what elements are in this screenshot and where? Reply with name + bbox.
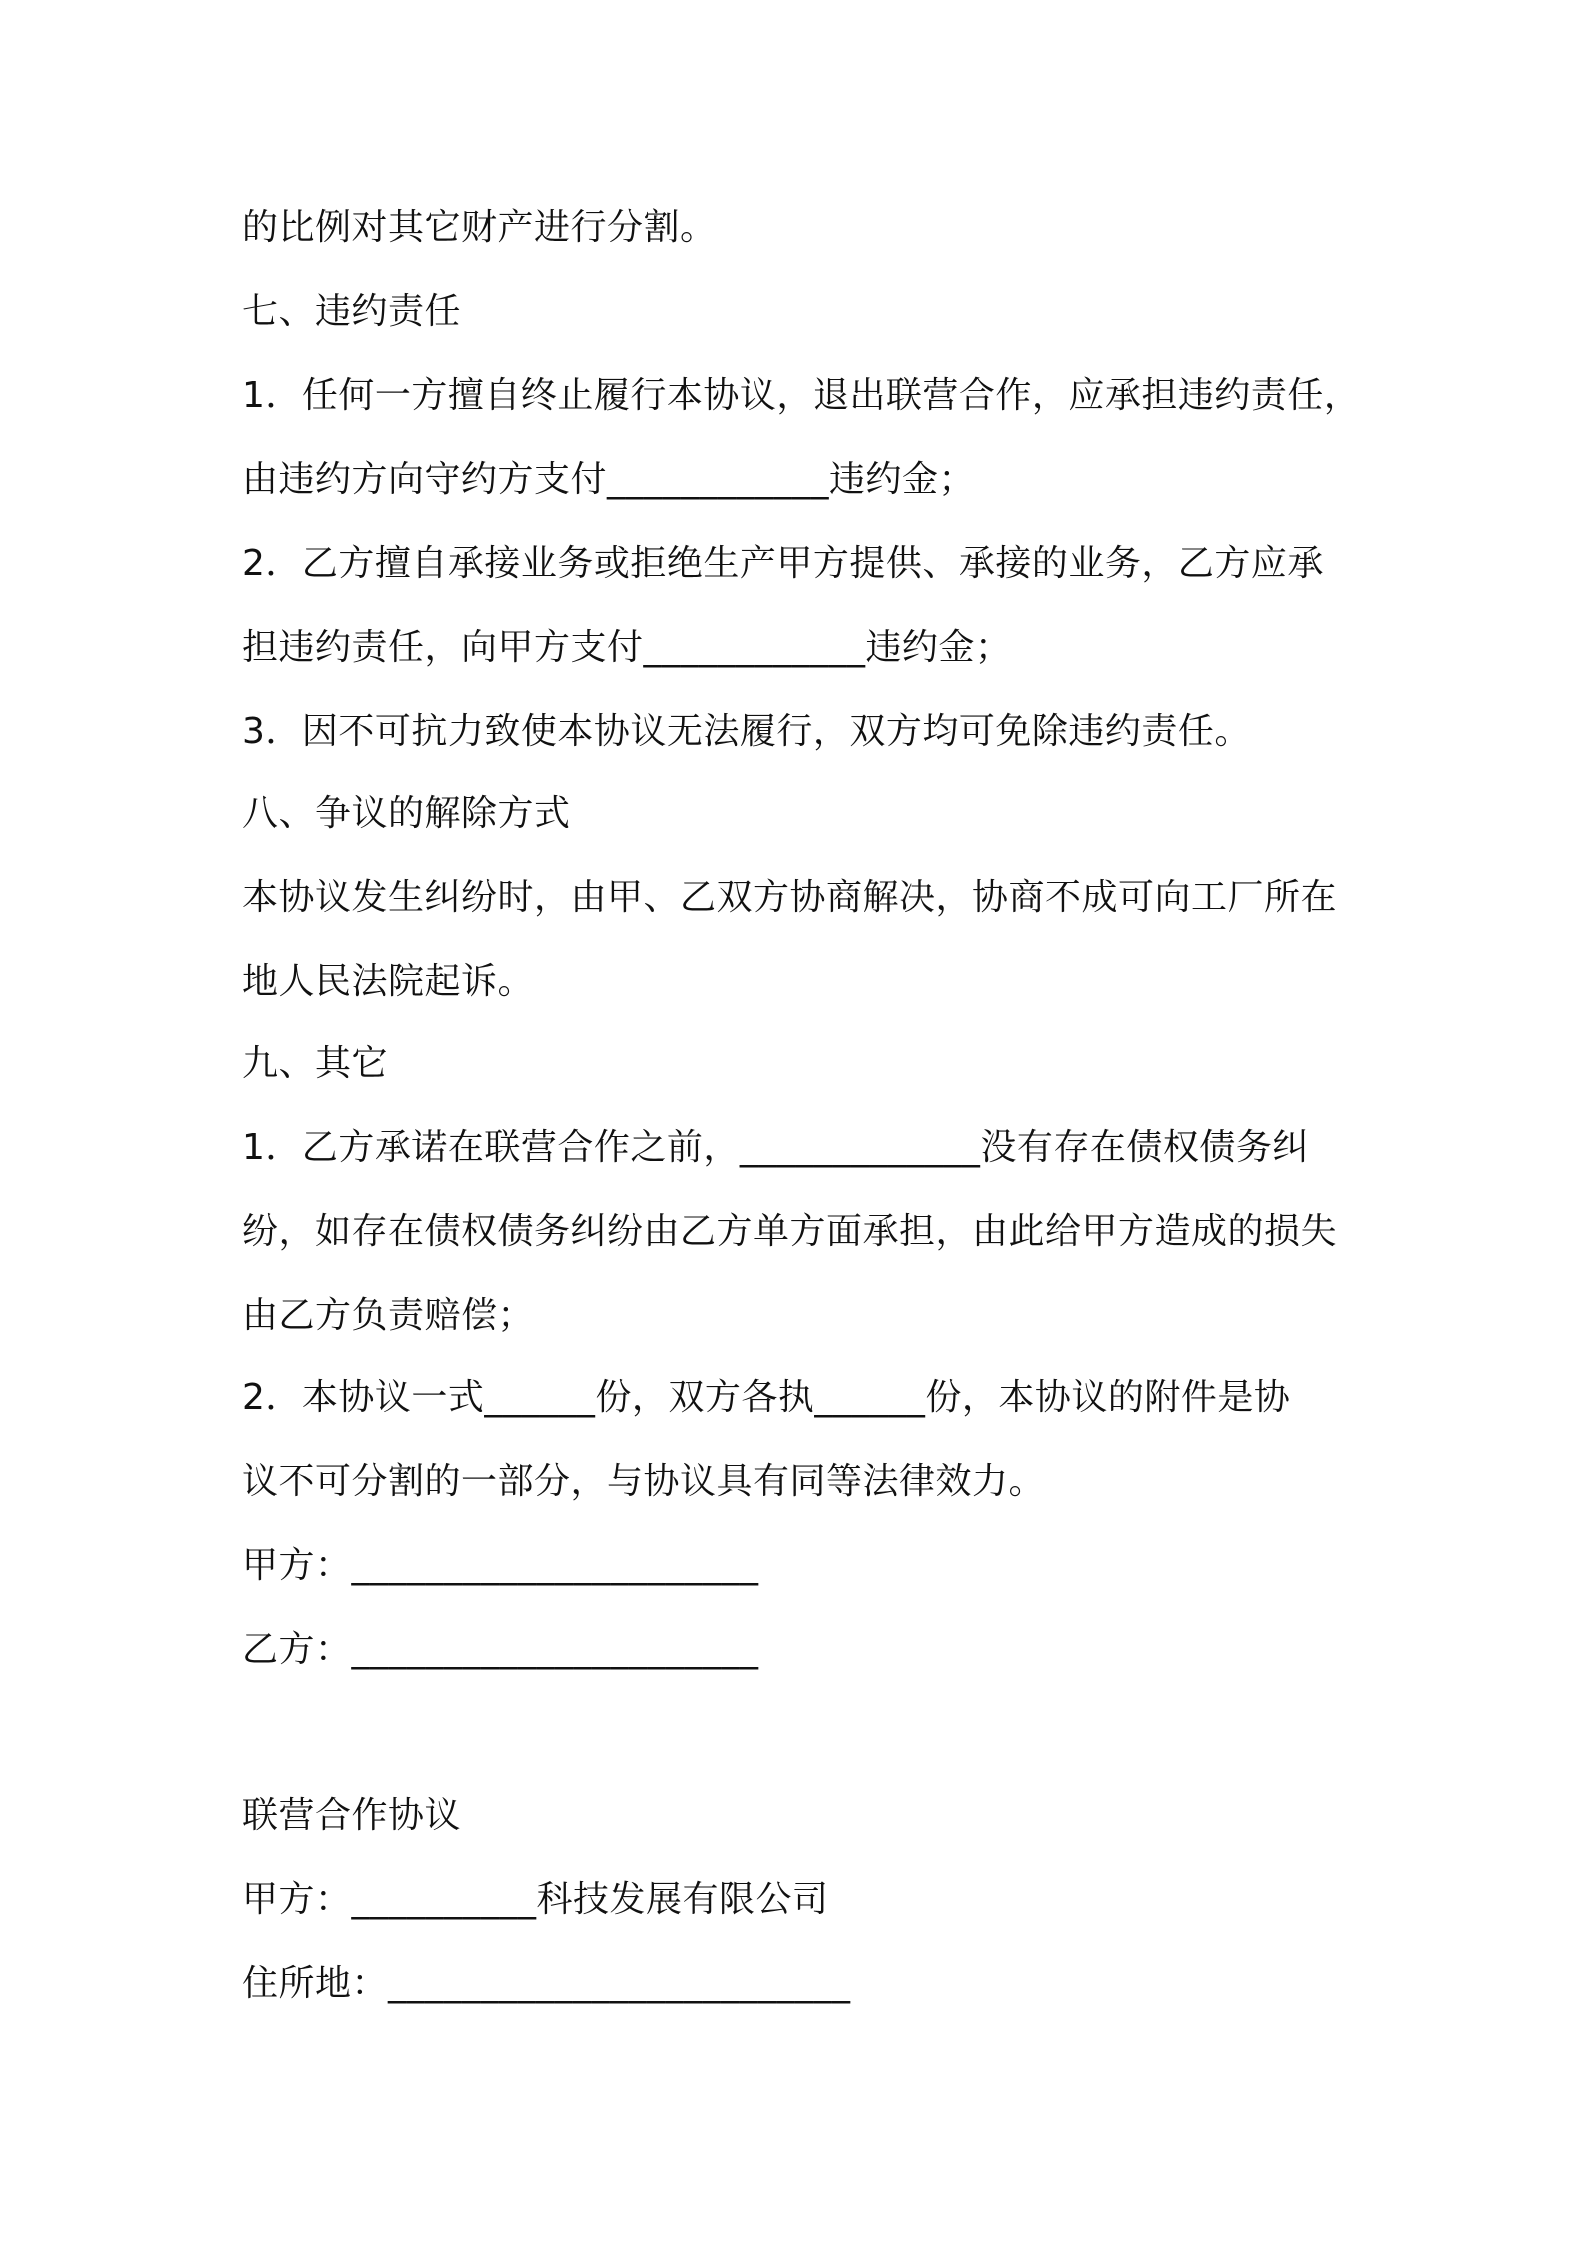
text-line-9: 本协议发生纠纷时，由甲、乙双方协商解决，协商不成可向工厂所在 [242, 877, 1338, 918]
document-title: 联营合作协议 [242, 1795, 462, 1836]
party-a-signature-line: 甲方：______________________ [242, 1545, 759, 1586]
text-line-10: 地人民法院起诉。 [242, 961, 535, 1002]
text-line-7: 3．因不可抗力致使本协议无法履行，双方均可免除违约责任。 [242, 711, 1251, 752]
party-b-signature-line: 乙方：______________________ [242, 1629, 759, 1670]
section-heading-9: 九、其它 [242, 1043, 389, 1084]
text-line-1: 的比例对其它财产进行分割。 [242, 207, 717, 248]
address-line: 住所地：_________________________ [242, 1963, 851, 2004]
text-line-13: 纷，如存在债权债务纠纷由乙方单方面承担，由此给甲方造成的损失 [242, 1211, 1338, 1252]
text-line-4: 由违约方向守约方支付____________违约金； [242, 459, 976, 500]
text-line-15: 2．本协议一式______份，双方各执______份，本协议的附件是协 [242, 1377, 1291, 1418]
text-line-6: 担违约责任，向甲方支付____________违约金； [242, 627, 1012, 668]
text-line-5: 2．乙方擅自承接业务或拒绝生产甲方提供、承接的业务，乙方应承 [242, 543, 1324, 584]
section-heading-8: 八、争议的解除方式 [242, 793, 571, 834]
text-line-16: 议不可分割的一部分，与协议具有同等法律效力。 [242, 1461, 1046, 1502]
party-a-company-line: 甲方：__________科技发展有限公司 [242, 1879, 829, 1920]
text-line-3: 1．任何一方擅自终止履行本协议，退出联营合作，应承担违约责任， [242, 375, 1361, 416]
section-heading-7: 七、违约责任 [242, 291, 462, 332]
text-line-14: 由乙方负责赔偿； [242, 1295, 535, 1336]
text-line-12: 1．乙方承诺在联营合作之前，_____________没有存在债权债务纠 [242, 1127, 1309, 1168]
